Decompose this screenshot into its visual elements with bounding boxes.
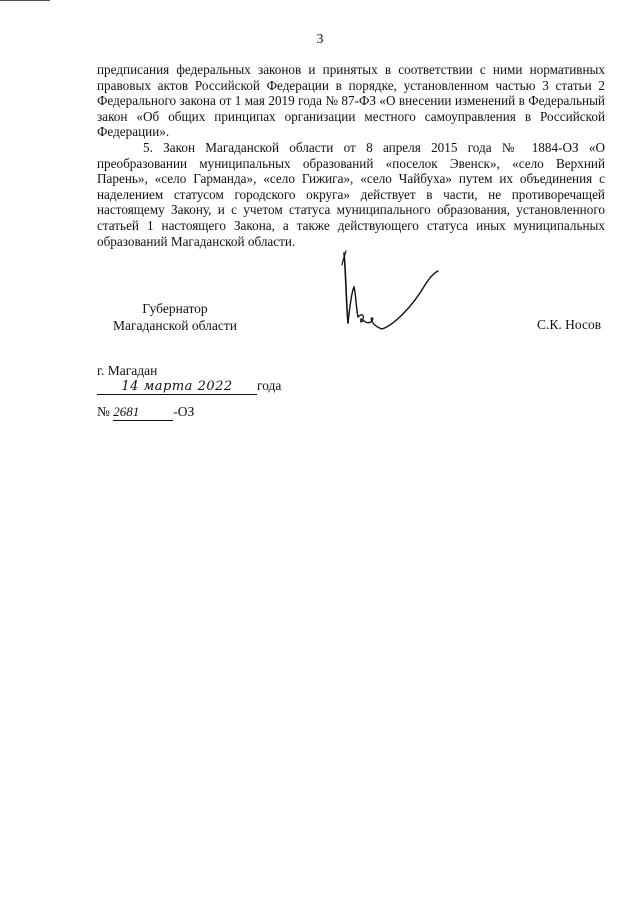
city: г. Магадан — [97, 363, 158, 378]
number-suffix: -ОЗ — [173, 404, 195, 419]
handwritten-signature-icon — [330, 245, 450, 345]
paragraph-2: 5. Закон Магаданской области от 8 апреля 2015 года № 1884-ОЗ «О преобразовании муниципальных образований «поселок Эвенск», «село Верхний Парень», «село Гарманда», «село Гижига», «село Чайбуха» путем их объединения с наделением статусом городского округа» действует в части, не противоречащей настоящему Закону, и с учетом статуса муниципального образования, установленного статьей 1 настоящего Закона, а также действующего статуса иных муниципальных образований Магаданской области. — [97, 139, 605, 249]
paragraph-1: предписания федеральных законов и принятых в соответствии с ними нормативных правовых актов Российской Федерации в порядке, установленном частью 3 статьи 2 Федерального закона от 1 мая 2019 года № 87-ФЗ «О внесении изменений в Федеральный закон «Об общих принципах организации местного самоуправления в Российской Федерации». — [97, 62, 605, 140]
handwritten-law-number: 2681 — [113, 404, 173, 421]
governor-title — [100, 300, 250, 334]
handwritten-date: 14 марта 2022 — [97, 379, 257, 395]
law-number-line — [97, 404, 194, 421]
page-number: 3 — [316, 32, 324, 47]
governor-name: С.К. Носов — [537, 317, 602, 332]
date-suffix: года — [257, 378, 282, 393]
document-body — [97, 62, 605, 249]
governor-title-line-2: Магаданской области — [113, 318, 237, 333]
number-prefix: № — [97, 404, 110, 419]
governor-title-line-1: Губернатор — [142, 301, 208, 316]
top-rule — [0, 0, 50, 1]
date-line — [97, 378, 281, 395]
